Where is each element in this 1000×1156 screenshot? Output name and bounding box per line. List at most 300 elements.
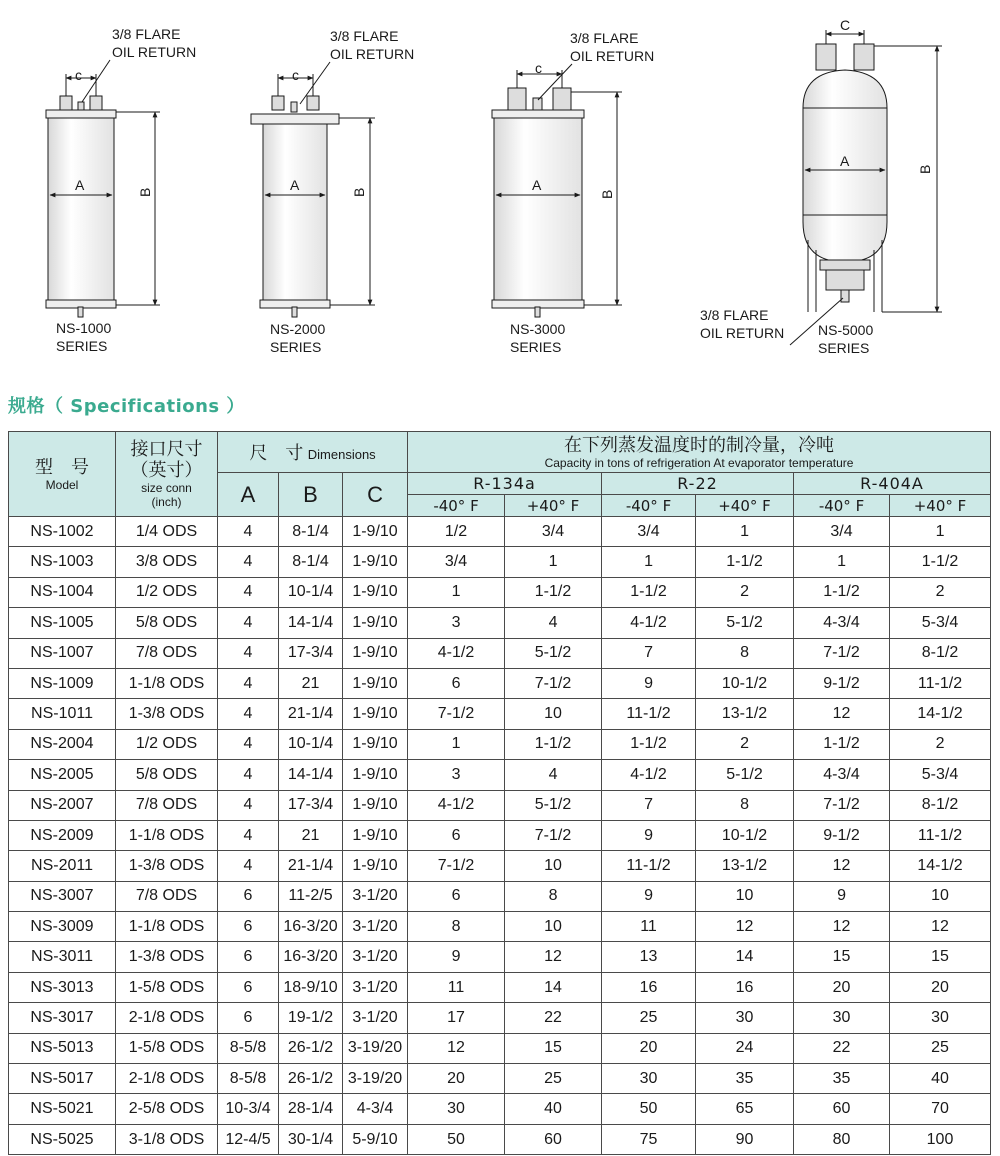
conn-header [116, 432, 218, 517]
cell-r22-plus40: 14 [696, 942, 794, 972]
cell-dim-c: 3-19/20 [343, 1064, 408, 1094]
table-row [9, 1064, 991, 1094]
cell-r404a-minus40: 4-3/4 [794, 608, 890, 638]
cell-r22-minus40: 3/4 [602, 517, 696, 547]
cell-dim-c: 3-1/20 [343, 942, 408, 972]
cell-r134a-plus40: 1 [505, 547, 602, 577]
cell-r134a-minus40: 8 [408, 912, 505, 942]
cell-r134a-minus40: 6 [408, 820, 505, 850]
ns5000-a-label: A [840, 153, 850, 169]
cell-size-conn: 1-1/8 ODS [116, 668, 218, 698]
cell-r404a-plus40: 2 [890, 729, 991, 759]
cell-r404a-plus40: 12 [890, 912, 991, 942]
cell-r134a-minus40: 12 [408, 1033, 505, 1063]
cell-dim-c: 3-1/20 [343, 1003, 408, 1033]
ns5000-flare-line2: OIL RETURN [700, 325, 785, 341]
cell-dim-a: 8-5/8 [218, 1064, 279, 1094]
cell-r404a-minus40: 1 [794, 547, 890, 577]
conn-header-en2: (inch) [151, 495, 182, 509]
cell-r134a-minus40: 4-1/2 [408, 790, 505, 820]
cell-r404a-plus40: 14-1/2 [890, 699, 991, 729]
ns2000-c-label: c [292, 67, 299, 83]
cell-dim-a: 8-5/8 [218, 1033, 279, 1063]
cell-r134a-minus40: 20 [408, 1064, 505, 1094]
cell-model: NS-3009 [9, 912, 116, 942]
table-row [9, 881, 991, 911]
ns3000-series-line2: SERIES [510, 339, 562, 355]
cell-r134a-plus40: 8 [505, 881, 602, 911]
cell-r22-minus40: 1-1/2 [602, 577, 696, 607]
cell-r134a-plus40: 3/4 [505, 517, 602, 547]
cell-size-conn: 1/4 ODS [116, 517, 218, 547]
cell-dim-a: 6 [218, 942, 279, 972]
ns1000-series-line2: SERIES [56, 338, 108, 354]
cell-dim-b: 10-1/4 [279, 729, 343, 759]
cell-model: NS-3011 [9, 942, 116, 972]
cell-r404a-minus40: 9-1/2 [794, 668, 890, 698]
table-row [9, 517, 991, 547]
refrigerant-header: R-22 [602, 473, 794, 495]
table-row [9, 1094, 991, 1124]
cell-dim-b: 21-1/4 [279, 699, 343, 729]
temp-header: -40° F [408, 495, 505, 517]
cell-dim-a: 4 [218, 577, 279, 607]
refrigerant-header: R-404A [794, 473, 991, 495]
cell-dim-b: 21 [279, 820, 343, 850]
cell-r134a-plus40: 1-1/2 [505, 577, 602, 607]
cell-r22-plus40: 90 [696, 1124, 794, 1154]
section-heading: 规格（ Specifications ） [8, 396, 245, 417]
cell-r22-plus40: 12 [696, 912, 794, 942]
cell-r22-minus40: 9 [602, 820, 696, 850]
cell-dim-a: 4 [218, 547, 279, 577]
cell-r22-minus40: 25 [602, 1003, 696, 1033]
cell-r134a-minus40: 3 [408, 608, 505, 638]
cell-model: NS-1007 [9, 638, 116, 668]
specifications-table [8, 431, 991, 1155]
cell-size-conn: 1-3/8 ODS [116, 942, 218, 972]
cell-model: NS-2007 [9, 790, 116, 820]
cell-dim-a: 6 [218, 912, 279, 942]
cell-dim-c: 1-9/10 [343, 699, 408, 729]
conn-header-en1: size conn [141, 481, 192, 495]
cell-r22-plus40: 8 [696, 790, 794, 820]
table-row [9, 790, 991, 820]
cell-dim-b: 26-1/2 [279, 1033, 343, 1063]
ns5000-series-line2: SERIES [818, 340, 870, 356]
cell-dim-c: 1-9/10 [343, 729, 408, 759]
cell-r404a-plus40: 5-3/4 [890, 760, 991, 790]
cell-size-conn: 1/2 ODS [116, 729, 218, 759]
cell-dim-b: 17-3/4 [279, 638, 343, 668]
capacity-header-cn: 在下列蒸发温度时的制冷量，冷吨 [564, 434, 835, 456]
dimensions-header-en: Dimensions [307, 447, 376, 462]
cell-dim-c: 1-9/10 [343, 790, 408, 820]
cell-dim-b: 14-1/4 [279, 608, 343, 638]
cell-model: NS-2005 [9, 760, 116, 790]
ns3000-b-label: B [599, 189, 615, 199]
table-row [9, 820, 991, 850]
cell-r22-plus40: 24 [696, 1033, 794, 1063]
cell-dim-c: 3-1/20 [343, 972, 408, 1002]
temp-header: -40° F [602, 495, 696, 517]
ns1000-flare-line1: 3/8 FLARE [112, 26, 181, 42]
cell-r22-minus40: 4-1/2 [602, 760, 696, 790]
drawing-ns-5000 [790, 30, 942, 345]
ns2000-flare-line1: 3/8 FLARE [330, 28, 399, 44]
cell-r404a-plus40: 1 [890, 517, 991, 547]
cell-r134a-plus40: 60 [505, 1124, 602, 1154]
ns3000-c-label: c [535, 60, 542, 76]
cell-dim-c: 3-19/20 [343, 1033, 408, 1063]
cell-r404a-minus40: 7-1/2 [794, 638, 890, 668]
cell-dim-a: 4 [218, 760, 279, 790]
cell-r134a-minus40: 4-1/2 [408, 638, 505, 668]
ns1000-b-label: B [137, 187, 153, 197]
cell-r134a-plus40: 14 [505, 972, 602, 1002]
cell-size-conn: 1-5/8 ODS [116, 972, 218, 1002]
ns5000-flare-line1: 3/8 FLARE [700, 307, 769, 323]
model-header-cn: 型 号 [35, 456, 89, 478]
cell-r22-plus40: 1-1/2 [696, 547, 794, 577]
table-row [9, 972, 991, 1002]
cell-r404a-minus40: 60 [794, 1094, 890, 1124]
cell-r404a-minus40: 7-1/2 [794, 790, 890, 820]
cell-size-conn: 7/8 ODS [116, 881, 218, 911]
cell-size-conn: 3-1/8 ODS [116, 1124, 218, 1154]
cell-r404a-minus40: 80 [794, 1124, 890, 1154]
cell-dim-b: 18-9/10 [279, 972, 343, 1002]
cell-r22-minus40: 1-1/2 [602, 729, 696, 759]
table-row [9, 668, 991, 698]
cell-dim-c: 1-9/10 [343, 820, 408, 850]
cell-dim-b: 21-1/4 [279, 851, 343, 881]
cell-r404a-plus40: 14-1/2 [890, 851, 991, 881]
table-row [9, 760, 991, 790]
cell-model: NS-1003 [9, 547, 116, 577]
cell-r134a-minus40: 1 [408, 577, 505, 607]
cell-r134a-minus40: 1/2 [408, 517, 505, 547]
cell-dim-b: 8-1/4 [279, 547, 343, 577]
cell-model: NS-1011 [9, 699, 116, 729]
cell-r22-minus40: 11-1/2 [602, 699, 696, 729]
cell-dim-c: 1-9/10 [343, 577, 408, 607]
table-row [9, 638, 991, 668]
cell-r134a-minus40: 50 [408, 1124, 505, 1154]
cell-r134a-plus40: 25 [505, 1064, 602, 1094]
ns5000-series-line1: NS-5000 [818, 322, 874, 338]
cell-model: NS-3007 [9, 881, 116, 911]
temp-header: +40° F [505, 495, 602, 517]
dimensions-header [218, 432, 408, 473]
cell-size-conn: 2-5/8 ODS [116, 1094, 218, 1124]
cell-dim-b: 8-1/4 [279, 517, 343, 547]
cell-dim-a: 4 [218, 790, 279, 820]
cell-dim-c: 1-9/10 [343, 638, 408, 668]
conn-header-cn1: 接口尺寸 [130, 439, 203, 460]
cell-r134a-plus40: 7-1/2 [505, 668, 602, 698]
cell-dim-a: 6 [218, 1003, 279, 1033]
table-row [9, 608, 991, 638]
cell-model: NS-1004 [9, 577, 116, 607]
cell-r404a-plus40: 8-1/2 [890, 790, 991, 820]
cell-r404a-minus40: 12 [794, 699, 890, 729]
ns2000-b-label: B [351, 187, 367, 197]
ns2000-flare-line2: OIL RETURN [330, 46, 415, 62]
cell-r22-plus40: 10-1/2 [696, 820, 794, 850]
cell-size-conn: 5/8 ODS [116, 608, 218, 638]
cell-size-conn: 2-1/8 ODS [116, 1064, 218, 1094]
cell-r134a-minus40: 3 [408, 760, 505, 790]
cell-size-conn: 1/2 ODS [116, 577, 218, 607]
cell-r134a-minus40: 6 [408, 668, 505, 698]
cell-r404a-minus40: 1-1/2 [794, 729, 890, 759]
cell-r22-minus40: 9 [602, 881, 696, 911]
refrigerant-header: R-134a [408, 473, 602, 495]
cell-dim-c: 3-1/20 [343, 912, 408, 942]
cell-r134a-minus40: 7-1/2 [408, 699, 505, 729]
cell-dim-b: 14-1/4 [279, 760, 343, 790]
cell-r134a-plus40: 10 [505, 912, 602, 942]
cell-r22-minus40: 30 [602, 1064, 696, 1094]
ns2000-a-label: A [290, 177, 300, 193]
cell-dim-b: 19-1/2 [279, 1003, 343, 1033]
cell-r404a-plus40: 25 [890, 1033, 991, 1063]
cell-r22-minus40: 4-1/2 [602, 608, 696, 638]
cell-r404a-minus40: 12 [794, 851, 890, 881]
cell-r134a-plus40: 7-1/2 [505, 820, 602, 850]
cell-r134a-plus40: 4 [505, 760, 602, 790]
product-drawings [0, 0, 1000, 385]
cell-model: NS-1009 [9, 668, 116, 698]
cell-model: NS-5013 [9, 1033, 116, 1063]
cell-r22-plus40: 5-1/2 [696, 760, 794, 790]
cell-r22-minus40: 7 [602, 638, 696, 668]
ns1000-c-label: c [75, 67, 82, 83]
cell-dim-b: 17-3/4 [279, 790, 343, 820]
cell-size-conn: 7/8 ODS [116, 638, 218, 668]
cell-r404a-plus40: 2 [890, 577, 991, 607]
table-row [9, 577, 991, 607]
cell-r22-minus40: 75 [602, 1124, 696, 1154]
ns3000-a-label: A [532, 177, 542, 193]
cell-dim-a: 4 [218, 517, 279, 547]
cell-dim-c: 1-9/10 [343, 668, 408, 698]
cell-size-conn: 7/8 ODS [116, 790, 218, 820]
dim-c-header: C [343, 473, 408, 517]
cell-r404a-minus40: 22 [794, 1033, 890, 1063]
cell-r134a-plus40: 10 [505, 699, 602, 729]
cell-r404a-plus40: 10 [890, 881, 991, 911]
cell-dim-a: 6 [218, 881, 279, 911]
cell-r22-plus40: 13-1/2 [696, 699, 794, 729]
cell-r22-minus40: 9 [602, 668, 696, 698]
cell-r404a-minus40: 3/4 [794, 517, 890, 547]
cell-r22-minus40: 50 [602, 1094, 696, 1124]
cell-r22-plus40: 13-1/2 [696, 851, 794, 881]
cell-r22-plus40: 1 [696, 517, 794, 547]
table-row [9, 942, 991, 972]
cell-dim-c: 1-9/10 [343, 760, 408, 790]
cell-dim-a: 6 [218, 972, 279, 1002]
cell-r22-minus40: 16 [602, 972, 696, 1002]
cell-r404a-plus40: 15 [890, 942, 991, 972]
cell-r22-plus40: 2 [696, 729, 794, 759]
cell-dim-c: 1-9/10 [343, 608, 408, 638]
cell-r404a-minus40: 9 [794, 881, 890, 911]
specifications-body [9, 517, 991, 1155]
cell-r134a-minus40: 3/4 [408, 547, 505, 577]
cell-r134a-plus40: 15 [505, 1033, 602, 1063]
cell-r22-minus40: 11 [602, 912, 696, 942]
cell-r404a-plus40: 20 [890, 972, 991, 1002]
cell-r404a-plus40: 100 [890, 1124, 991, 1154]
cell-r404a-plus40: 8-1/2 [890, 638, 991, 668]
ns3000-series-line1: NS-3000 [510, 321, 566, 337]
cell-dim-b: 11-2/5 [279, 881, 343, 911]
model-header [9, 432, 116, 517]
cell-r404a-plus40: 11-1/2 [890, 820, 991, 850]
table-row [9, 851, 991, 881]
dimensions-header-cn: 尺 寸 [249, 443, 304, 464]
cell-model: NS-5021 [9, 1094, 116, 1124]
cell-dim-a: 10-3/4 [218, 1094, 279, 1124]
cell-dim-b: 16-3/20 [279, 942, 343, 972]
table-row [9, 1003, 991, 1033]
table-row [9, 912, 991, 942]
cell-r22-plus40: 10 [696, 881, 794, 911]
capacity-header [408, 432, 991, 473]
cell-dim-c: 1-9/10 [343, 547, 408, 577]
cell-r134a-minus40: 6 [408, 881, 505, 911]
cell-model: NS-3013 [9, 972, 116, 1002]
cell-r404a-minus40: 4-3/4 [794, 760, 890, 790]
cell-dim-b: 26-1/2 [279, 1064, 343, 1094]
cell-size-conn: 5/8 ODS [116, 760, 218, 790]
cell-model: NS-2004 [9, 729, 116, 759]
ns3000-flare-line2: OIL RETURN [570, 48, 655, 64]
cell-r22-plus40: 8 [696, 638, 794, 668]
cell-r404a-minus40: 20 [794, 972, 890, 1002]
model-header-en: Model [45, 477, 79, 492]
capacity-header-en: Capacity in tons of refrigeration At evaporator temperature [544, 455, 854, 470]
table-row [9, 699, 991, 729]
cell-size-conn: 2-1/8 ODS [116, 1003, 218, 1033]
cell-r404a-minus40: 30 [794, 1003, 890, 1033]
cell-r22-minus40: 11-1/2 [602, 851, 696, 881]
cell-dim-a: 4 [218, 668, 279, 698]
cell-r134a-minus40: 7-1/2 [408, 851, 505, 881]
cell-dim-c: 1-9/10 [343, 517, 408, 547]
ns2000-series-line1: NS-2000 [270, 321, 326, 337]
cell-dim-b: 21 [279, 668, 343, 698]
cell-dim-b: 30-1/4 [279, 1124, 343, 1154]
cell-r134a-plus40: 12 [505, 942, 602, 972]
table-row [9, 729, 991, 759]
cell-r404a-plus40: 5-3/4 [890, 608, 991, 638]
cell-model: NS-2009 [9, 820, 116, 850]
ns5000-c-label: C [840, 17, 851, 33]
cell-r22-plus40: 2 [696, 577, 794, 607]
cell-r22-plus40: 65 [696, 1094, 794, 1124]
cell-dim-c: 1-9/10 [343, 851, 408, 881]
cell-r134a-minus40: 11 [408, 972, 505, 1002]
cell-r404a-plus40: 11-1/2 [890, 668, 991, 698]
cell-r22-minus40: 13 [602, 942, 696, 972]
conn-header-cn2: （英寸） [130, 460, 203, 481]
ns1000-a-label: A [75, 177, 85, 193]
cell-r404a-plus40: 40 [890, 1064, 991, 1094]
cell-dim-a: 4 [218, 699, 279, 729]
cell-r134a-plus40: 4 [505, 608, 602, 638]
cell-r22-minus40: 20 [602, 1033, 696, 1063]
table-row [9, 1124, 991, 1154]
temp-header: +40° F [696, 495, 794, 517]
ns3000-flare-line1: 3/8 FLARE [570, 30, 639, 46]
cell-r404a-plus40: 30 [890, 1003, 991, 1033]
cell-r404a-plus40: 1-1/2 [890, 547, 991, 577]
cell-size-conn: 1-1/8 ODS [116, 820, 218, 850]
cell-model: NS-5025 [9, 1124, 116, 1154]
cell-r134a-plus40: 5-1/2 [505, 790, 602, 820]
cell-r404a-minus40: 12 [794, 912, 890, 942]
cell-r134a-minus40: 1 [408, 729, 505, 759]
cell-r22-plus40: 16 [696, 972, 794, 1002]
cell-r22-plus40: 35 [696, 1064, 794, 1094]
cell-r404a-minus40: 1-1/2 [794, 577, 890, 607]
cell-r134a-minus40: 17 [408, 1003, 505, 1033]
cell-dim-a: 4 [218, 851, 279, 881]
cell-dim-a: 4 [218, 608, 279, 638]
cell-dim-a: 12-4/5 [218, 1124, 279, 1154]
cell-r22-plus40: 5-1/2 [696, 608, 794, 638]
cell-model: NS-1005 [9, 608, 116, 638]
ns1000-flare-line2: OIL RETURN [112, 44, 197, 60]
cell-dim-b: 16-3/20 [279, 912, 343, 942]
cell-size-conn: 1-1/8 ODS [116, 912, 218, 942]
cell-dim-b: 28-1/4 [279, 1094, 343, 1124]
cell-r404a-minus40: 15 [794, 942, 890, 972]
cell-size-conn: 1-3/8 ODS [116, 699, 218, 729]
cell-r134a-minus40: 9 [408, 942, 505, 972]
cell-r404a-minus40: 9-1/2 [794, 820, 890, 850]
temp-header: -40° F [794, 495, 890, 517]
cell-r134a-plus40: 22 [505, 1003, 602, 1033]
cell-dim-a: 4 [218, 820, 279, 850]
cell-r404a-plus40: 70 [890, 1094, 991, 1124]
temp-header: +40° F [890, 495, 991, 517]
cell-r404a-minus40: 35 [794, 1064, 890, 1094]
cell-r22-plus40: 10-1/2 [696, 668, 794, 698]
ns1000-series-line1: NS-1000 [56, 320, 112, 336]
cell-r134a-plus40: 1-1/2 [505, 729, 602, 759]
cell-dim-c: 4-3/4 [343, 1094, 408, 1124]
cell-size-conn: 1-5/8 ODS [116, 1033, 218, 1063]
cell-r22-plus40: 30 [696, 1003, 794, 1033]
cell-model: NS-5017 [9, 1064, 116, 1094]
cell-dim-a: 4 [218, 729, 279, 759]
cell-r134a-plus40: 10 [505, 851, 602, 881]
table-row [9, 547, 991, 577]
dim-b-header: B [279, 473, 343, 517]
cell-size-conn: 3/8 ODS [116, 547, 218, 577]
table-row [9, 1033, 991, 1063]
dim-a-header: A [218, 473, 279, 517]
cell-r22-minus40: 7 [602, 790, 696, 820]
cell-r22-minus40: 1 [602, 547, 696, 577]
cell-r134a-plus40: 5-1/2 [505, 638, 602, 668]
cell-model: NS-1002 [9, 517, 116, 547]
